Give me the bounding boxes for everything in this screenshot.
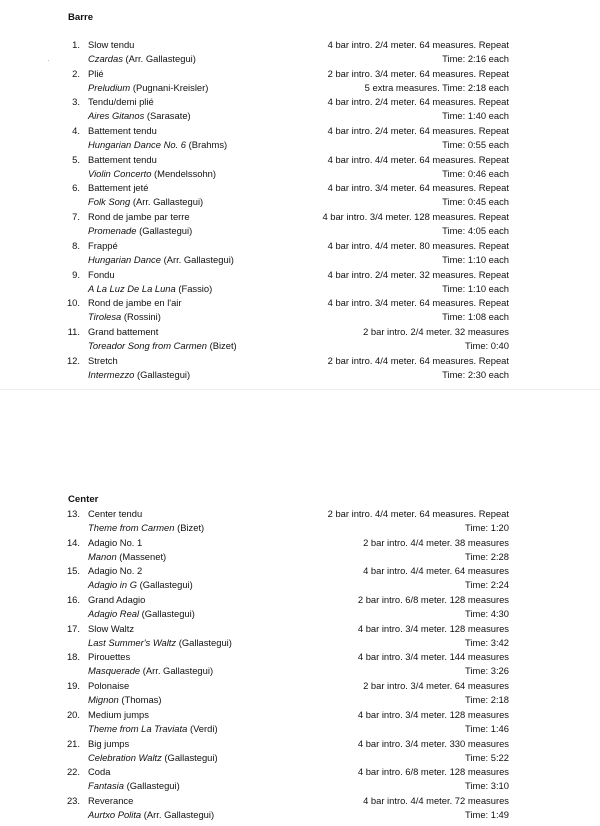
meter-info: 4 bar intro. 3/4 meter. 128 measures. Repeat [322, 211, 509, 223]
exercise-entry [0, 623, 600, 652]
time-info: Time: 1:10 each [442, 253, 509, 265]
exercise-number: 22. [66, 766, 80, 778]
center-heading: Center [68, 494, 99, 505]
exercise-entry [0, 594, 600, 623]
music-title [88, 694, 161, 705]
music-composer: (Gallastegui) [137, 579, 193, 591]
exercise-number: 3. [72, 96, 80, 108]
music-composer: (Gallastegui) [139, 608, 195, 620]
exercise-number: 6. [72, 182, 80, 194]
exercise-number: 16. [66, 594, 80, 606]
music-piece: Aires Gitanos [88, 110, 145, 122]
music-piece: Hungarian Dance [88, 253, 161, 265]
meter-info: 4 bar intro. 4/4 meter. 80 measures. Repeat [327, 239, 509, 251]
music-title [88, 82, 208, 93]
exercise-entry [0, 211, 600, 240]
time-info: 5 extra measures. Time: 2:18 each [364, 81, 509, 93]
music-title [88, 522, 204, 533]
exercise-number: 10. [66, 297, 80, 309]
meter-info: 2 bar intro. 4/4 meter. 64 measures. Repeat [327, 508, 509, 519]
exercise-entry [0, 565, 600, 594]
exercise-name: Frappé [88, 239, 118, 251]
exercise-entry [0, 766, 600, 795]
exercise-number: 20. [66, 708, 80, 720]
meter-info: 4 bar intro. 3/4 meter. 128 measures [357, 708, 509, 720]
meter-info: 4 bar intro. 4/4 meter. 64 measures. Repeat [327, 153, 509, 165]
music-title [88, 139, 227, 150]
music-composer: (Bizet) [206, 339, 237, 351]
exercise-name: Adagio No. 1 [88, 536, 143, 548]
time-info: Time: 3:10 [465, 780, 509, 792]
exercise-name: Slow Waltz [88, 622, 135, 634]
music-composer: (Gallastegui) [161, 751, 218, 763]
exercise-entry [0, 154, 600, 183]
exercise-name: Grand Adagio [88, 594, 146, 606]
music-title [88, 369, 190, 380]
music-piece: A La Luz De La Luna [88, 282, 176, 294]
time-info: Time: 0:55 each [442, 139, 509, 151]
time-info: Time: 1:10 each [442, 282, 509, 294]
exercise-name: Reverance [88, 794, 134, 806]
music-title [88, 311, 161, 322]
exercise-entry [0, 326, 600, 355]
time-info: Time: 0:46 each [442, 167, 509, 179]
exercise-name: Rond de jambe en l'air [88, 297, 182, 309]
exercise-name: Battement tendu [88, 153, 157, 165]
barre-list [0, 39, 600, 383]
music-composer: (Brahms) [185, 139, 228, 151]
music-piece: Celebration Waltz [88, 751, 162, 763]
meter-info: 4 bar intro. 3/4 meter. 64 measures. Repeat [327, 182, 509, 194]
exercise-name: Fondu [88, 268, 115, 280]
exercise-entry [0, 182, 600, 211]
exercise-entry [0, 39, 600, 68]
music-piece: Preludium [88, 81, 131, 93]
music-title [88, 723, 218, 734]
exercise-entry [0, 125, 600, 154]
music-composer: (Pugnani-Kreisler) [130, 81, 209, 93]
music-title [88, 340, 237, 351]
music-composer: (Verdi) [187, 722, 218, 734]
music-piece: Adagio in G [88, 579, 137, 591]
music-composer: (Arr. Gallastegui) [141, 808, 215, 820]
music-piece: Mignon [88, 694, 119, 706]
center-list [0, 508, 600, 824]
exercise-number: 19. [66, 680, 80, 692]
meter-info: 4 bar intro. 4/4 meter. 72 measures [363, 794, 509, 806]
music-title [88, 283, 212, 294]
exercise-number: 14. [66, 536, 80, 548]
meter-info: 2 bar intro. 6/8 meter. 128 measures [357, 594, 509, 606]
exercise-number: 4. [72, 125, 80, 137]
time-info: Time: 2:24 [465, 579, 509, 591]
exercise-number: 7. [72, 211, 80, 223]
meter-info: 4 bar intro. 2/4 meter. 64 measures. Repeat [327, 125, 509, 137]
exercise-number: 11. [67, 325, 80, 337]
music-piece: Promenade [88, 225, 137, 237]
exercise-entry [0, 297, 600, 326]
time-info: Time: 5:22 [465, 751, 509, 763]
exercise-name: Rond de jambe par terre [88, 211, 190, 223]
meter-info: 4 bar intro. 3/4 meter. 330 measures [357, 737, 509, 749]
exercise-name: Slow tendu [88, 39, 135, 50]
exercise-entry [0, 709, 600, 738]
music-title [88, 665, 213, 676]
exercise-name: Pirouettes [88, 651, 131, 663]
music-piece: Fantasia [88, 780, 124, 792]
time-info: Time: 1:20 [465, 522, 509, 533]
music-title [88, 608, 195, 619]
music-composer: (Rossini) [121, 311, 161, 323]
music-composer: (Fassio) [175, 282, 213, 294]
exercise-number: 9. [72, 268, 80, 280]
music-piece: Intermezzo [88, 368, 135, 380]
exercise-number: 5. [72, 153, 80, 165]
meter-info: 4 bar intro. 2/4 meter. 32 measures. Repeat [327, 268, 509, 280]
music-title [88, 780, 180, 791]
exercise-number: 15. [66, 565, 80, 577]
music-piece: Aurtxo Polita [88, 808, 142, 820]
exercise-entry [0, 508, 600, 537]
time-info: Time: 4:30 [465, 608, 509, 620]
exercise-entry [0, 355, 600, 384]
exercise-entry [0, 651, 600, 680]
music-piece: Toreador Song from Carmen [88, 339, 207, 351]
exercise-number: 17. [66, 622, 80, 634]
music-title [88, 196, 203, 207]
exercise-entry [0, 68, 600, 97]
music-title [88, 809, 214, 820]
music-piece: Theme from Carmen [88, 522, 175, 533]
music-piece: Last Summer's Waltz [88, 636, 177, 648]
music-composer: (Sarasate) [144, 110, 191, 122]
music-title [88, 551, 166, 562]
exercise-entry [0, 240, 600, 269]
time-info: Time: 4:05 each [442, 225, 509, 237]
time-info: Time: 0:45 each [442, 196, 509, 208]
exercise-name: Coda [88, 766, 111, 778]
meter-info: 2 bar intro. 3/4 meter. 64 measures. Repeat [327, 67, 509, 79]
music-piece: Theme from La Traviata [88, 722, 188, 734]
exercise-name: Tendu/demi plié [88, 96, 154, 108]
time-info: Time: 1:08 each [442, 311, 509, 323]
music-composer: (Gallastegui) [134, 368, 191, 380]
music-title [88, 225, 192, 236]
music-title [88, 254, 234, 265]
exercise-entry [0, 537, 600, 566]
music-piece: Violin Concerto [88, 167, 152, 179]
exercise-name: Center tendu [88, 508, 143, 519]
exercise-entry [0, 795, 600, 824]
music-piece: Adagio Real [88, 608, 140, 620]
exercise-name: Medium jumps [88, 708, 149, 720]
exercise-number: 8. [72, 239, 80, 251]
music-composer: (Arr. Gallastegui) [122, 53, 196, 64]
meter-info: 2 bar intro. 4/4 meter. 64 measures. Repeat [327, 354, 509, 366]
music-composer: (Gallastegui) [136, 225, 193, 237]
time-info: Time: 2:16 each [442, 53, 509, 64]
music-piece: Masquerade [88, 665, 141, 677]
exercise-number: 13. [66, 508, 80, 519]
music-piece: Tirolesa [88, 311, 122, 323]
exercise-entry [0, 269, 600, 298]
music-title [88, 53, 196, 64]
music-composer: (Thomas) [118, 694, 162, 706]
time-info: Time: 1:40 each [442, 110, 509, 122]
meter-info: 2 bar intro. 2/4 meter. 32 measures [363, 325, 509, 337]
music-composer: (Gallastegui) [176, 636, 232, 648]
meter-info: 4 bar intro. 6/8 meter. 128 measures [357, 766, 509, 778]
exercise-name: Polonaise [88, 680, 130, 692]
music-piece: Folk Song [88, 196, 131, 208]
music-composer: (Arr. Gallastegui) [160, 253, 234, 265]
exercise-name: Adagio No. 2 [88, 565, 143, 577]
barre-heading: Barre [68, 12, 94, 23]
music-composer: (Gallastegui) [123, 780, 180, 792]
meter-info: 4 bar intro. 3/4 meter. 64 measures. Repeat [327, 297, 509, 309]
exercise-name: Battement jeté [88, 182, 149, 194]
time-info: Time: 1:46 [465, 722, 509, 734]
exercise-number: 1. [72, 39, 80, 50]
time-info: Time: 3:42 [465, 636, 509, 648]
time-info: Time: 3:26 [465, 665, 509, 677]
meter-info: 4 bar intro. 3/4 meter. 144 measures [357, 651, 509, 663]
time-info: Time: 2:18 [465, 694, 509, 706]
exercise-entry [0, 96, 600, 125]
exercise-name: Grand battement [88, 325, 159, 337]
meter-info: 2 bar intro. 4/4 meter. 38 measures [363, 536, 509, 548]
music-title [88, 637, 232, 648]
exercise-entry [0, 680, 600, 709]
music-title [88, 752, 218, 763]
music-composer: (Bizet) [174, 522, 205, 533]
meter-info: 2 bar intro. 3/4 meter. 64 measures [363, 680, 509, 692]
music-title [88, 579, 193, 590]
exercise-number: 21. [66, 737, 80, 749]
music-title [88, 168, 216, 179]
music-piece: Manon [88, 550, 117, 562]
meter-info: 4 bar intro. 2/4 meter. 64 measures. Repeat [327, 39, 509, 50]
time-info: Time: 2:28 [465, 550, 509, 562]
exercise-number: 2. [72, 67, 80, 79]
music-title [88, 110, 191, 121]
exercise-entry [0, 738, 600, 767]
page-divider [0, 389, 600, 390]
meter-info: 4 bar intro. 3/4 meter. 128 measures [357, 622, 509, 634]
exercise-name: Plié [88, 67, 104, 79]
exercise-number: 12. [66, 354, 80, 366]
time-info: Time: 0:40 [465, 339, 509, 351]
music-composer: (Arr. Gallastegui) [140, 665, 214, 677]
music-piece: Czardas [88, 53, 123, 64]
exercise-number: 18. [66, 651, 80, 663]
exercise-number: 23. [66, 794, 80, 806]
music-composer: (Massenet) [116, 550, 167, 562]
music-composer: (Mendelssohn) [151, 167, 217, 179]
time-info: Time: 1:49 [465, 808, 509, 820]
music-composer: (Arr. Gallastegui) [130, 196, 204, 208]
exercise-name: Battement tendu [88, 125, 157, 137]
exercise-name: Big jumps [88, 737, 130, 749]
meter-info: 4 bar intro. 4/4 meter. 64 measures [363, 565, 509, 577]
music-piece: Hungarian Dance No. 6 [88, 139, 186, 151]
exercise-name: Stretch [88, 354, 118, 366]
meter-info: 4 bar intro. 2/4 meter. 64 measures. Repeat [327, 96, 509, 108]
time-info: Time: 2:30 each [442, 368, 509, 380]
